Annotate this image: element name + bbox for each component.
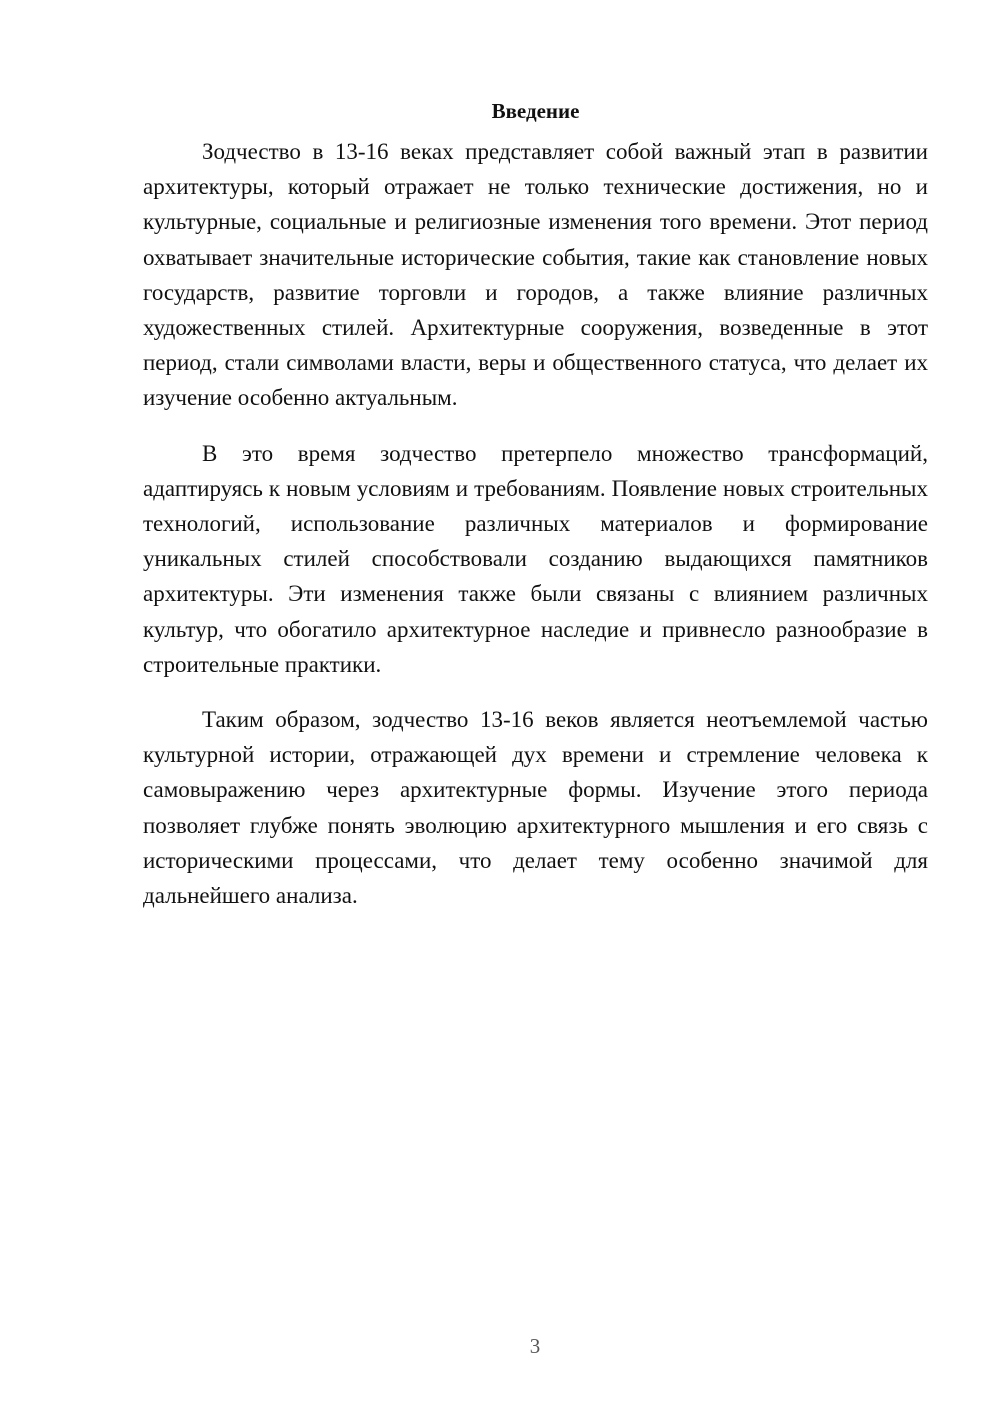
paragraph-1: Зодчество в 13-16 веках представляет собой важный этап в развитии архитектуры, который отражает не только технические достижения, но и культурные, социальные и религиозные изменения того времени. Этот период охватывает значительные исторические события, такие как становление новых государств, развитие торговли и городов, а также влияние различных художественных стилей. Архитектурные сооружения, возведенные в этот период, стали символами власти, веры и общественного статуса, что делает их изучение особенно актуальным. [143, 139, 928, 411]
paragraph-2: В это время зодчество претерпело множество трансформаций, адаптируясь к новым условиям и требованиям. Появление новых строительных технологий, использование различных материалов и формирование уникальных стилей способствовали созданию выдающихся памятников архитектуры. Эти изменения также были связаны с влиянием различных культур, что обогатило архитектурное наследие и привнесло разнообразие в строительные практики. [143, 440, 928, 677]
page-body [143, 96, 928, 933]
page-title: Введение [491, 99, 580, 123]
page-number: 3 [529, 1334, 541, 1358]
paragraph-3: Таким образом, зодчество 13-16 веков является неотъемлемой частью культурной истории, отражающей дух времени и стремление человека к самовыражению через архитектурные формы. Изучение этого периода позволяет глубже понять эволюцию архитектурного мышления и его связь с историческими процессами, что делает тему особенно значимой для дальнейшего анализа. [143, 707, 928, 909]
